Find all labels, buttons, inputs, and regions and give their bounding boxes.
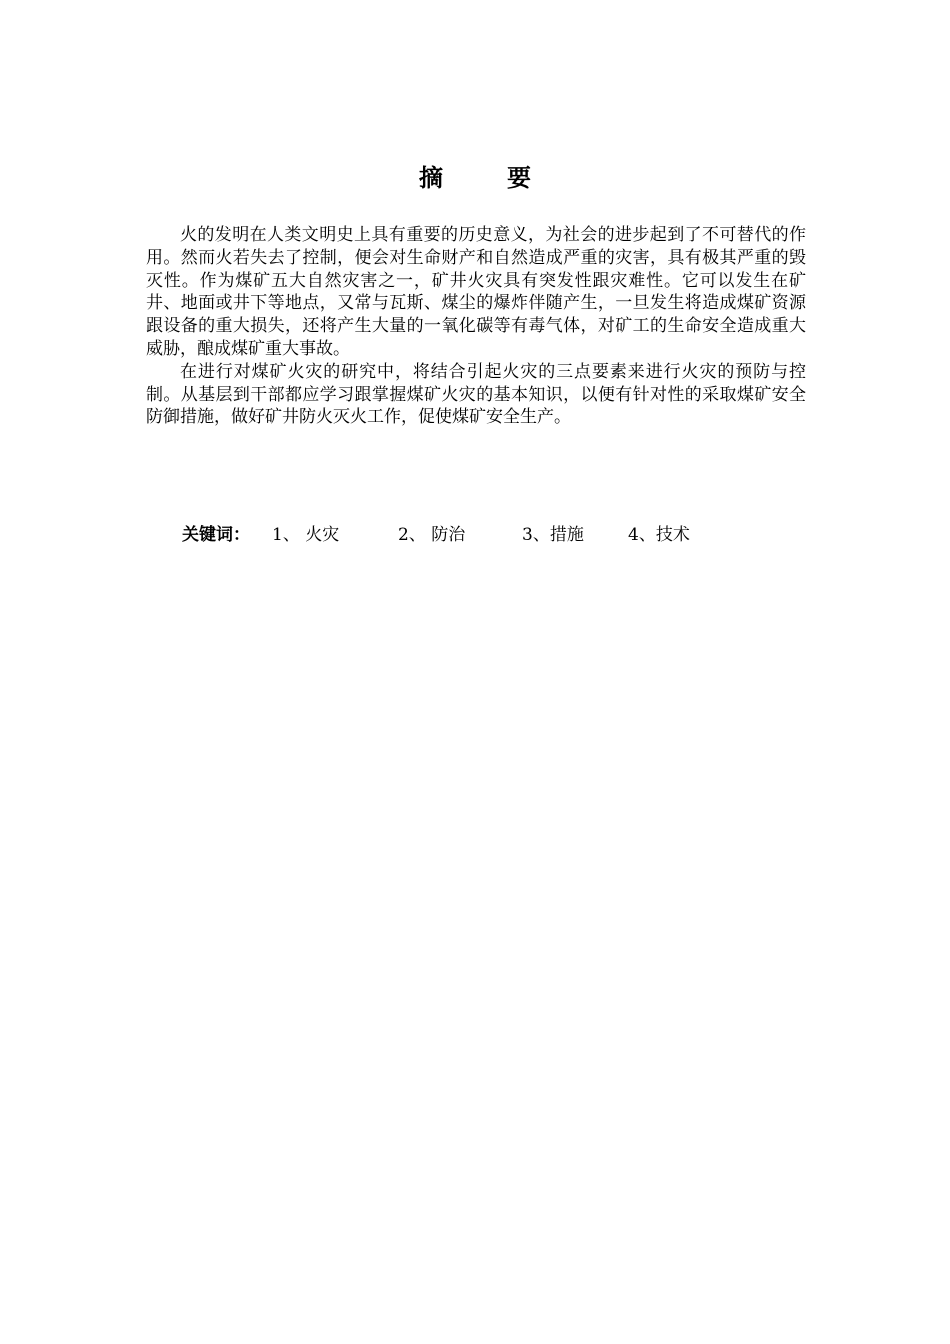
keyword-item-4: 4、技术 — [628, 525, 690, 545]
keyword-item-3: 3、措施 — [522, 525, 584, 545]
abstract-paragraph-2: 在进行对煤矿火灾的研究中，将结合引起火灾的三点要素来进行火灾的预防与控制。从基层到干部都应学习跟掌握煤矿火灾的基本知识，以便有针对性的采取煤矿安全防御措施，做好矿井防火灭火工作，促使煤矿安全生产。 — [146, 361, 806, 428]
page-title — [0, 158, 950, 193]
keyword-item-2: 2、 防治 — [398, 525, 466, 545]
keyword-item-1: 1、 火灾 — [272, 525, 340, 545]
abstract-body — [146, 224, 806, 429]
abstract-paragraph-1: 火的发明在人类文明史上具有重要的历史意义，为社会的进步起到了不可替代的作用。然而火若失去了控制，便会对生命财产和自然造成严重的灾害，具有极其严重的毁灭性。作为煤矿五大自然灾害之一，矿井火灾具有突发性跟灾难性。它可以发生在矿井、地面或井下等地点，又常与瓦斯、煤尘的爆炸伴随产生，一旦发生将造成煤矿资源跟设备的重大损失，还将产生大量的一氧化碳等有毒气体，对矿工的生命安全造成重大威胁，酿成煤矿重大事故。 — [146, 225, 806, 359]
title-char-1: 摘 — [419, 163, 443, 192]
keywords-line — [182, 524, 690, 546]
title-char-2: 要 — [507, 163, 531, 192]
keywords-label: 关键词： — [182, 525, 250, 545]
